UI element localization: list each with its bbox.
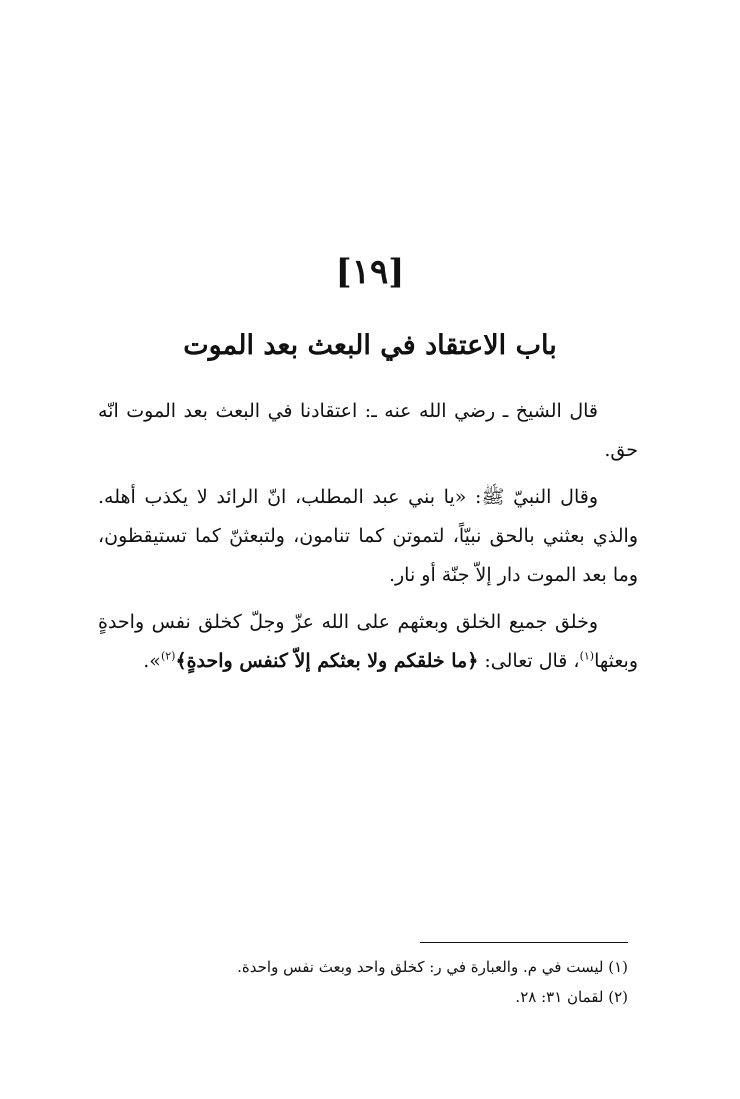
footnote-ref-1: (١) [579, 649, 595, 663]
paragraph-3-text: وخلق جميع الخلق وبعثهم على الله عزّ وجلّ كخلق نفس واحدةٍ وبعثها [98, 611, 638, 672]
paragraph-3 [98, 603, 638, 681]
body-text [98, 392, 638, 689]
footnote-divider [420, 942, 628, 943]
paragraph-1: قال الشيخ ـ رضي الله عنه ـ: اعتقادنا في البعث بعد الموت انّه حق. [98, 400, 638, 461]
footnotes [88, 952, 628, 1012]
chapter-title: باب الاعتقاد في البعث بعد الموت [183, 330, 557, 361]
footnote-1: (١) ليست في م. والعبارة في ر: كخلق واحد وبعث نفس واحدة. [237, 958, 628, 976]
quran-quote: ﴿ما خلقكم ولا بعثكم إلاّ كنفس واحدةٍ﴾ [175, 650, 479, 672]
paragraph-3-end: ». [143, 650, 161, 672]
footnote-2: (٢) لقمان ٣١: ٢٨. [515, 988, 628, 1006]
footnote-ref-2: (٢) [160, 649, 176, 663]
paragraph-2: وقال النبيّ ﷺ: «يا بني عبد المطلب، انّ الرائد لا يكذب أهله. والذي بعثني بالحق نبيّاً، لتموتن كما تنامون، ولتبعثنّ كما تستيقظون، وما بعد الموت دار إلاّ جنّة أو نار. [98, 486, 638, 586]
paragraph-3-connector: ، قال تعالى: [478, 650, 580, 672]
chapter-number: [١٩] [335, 252, 405, 292]
